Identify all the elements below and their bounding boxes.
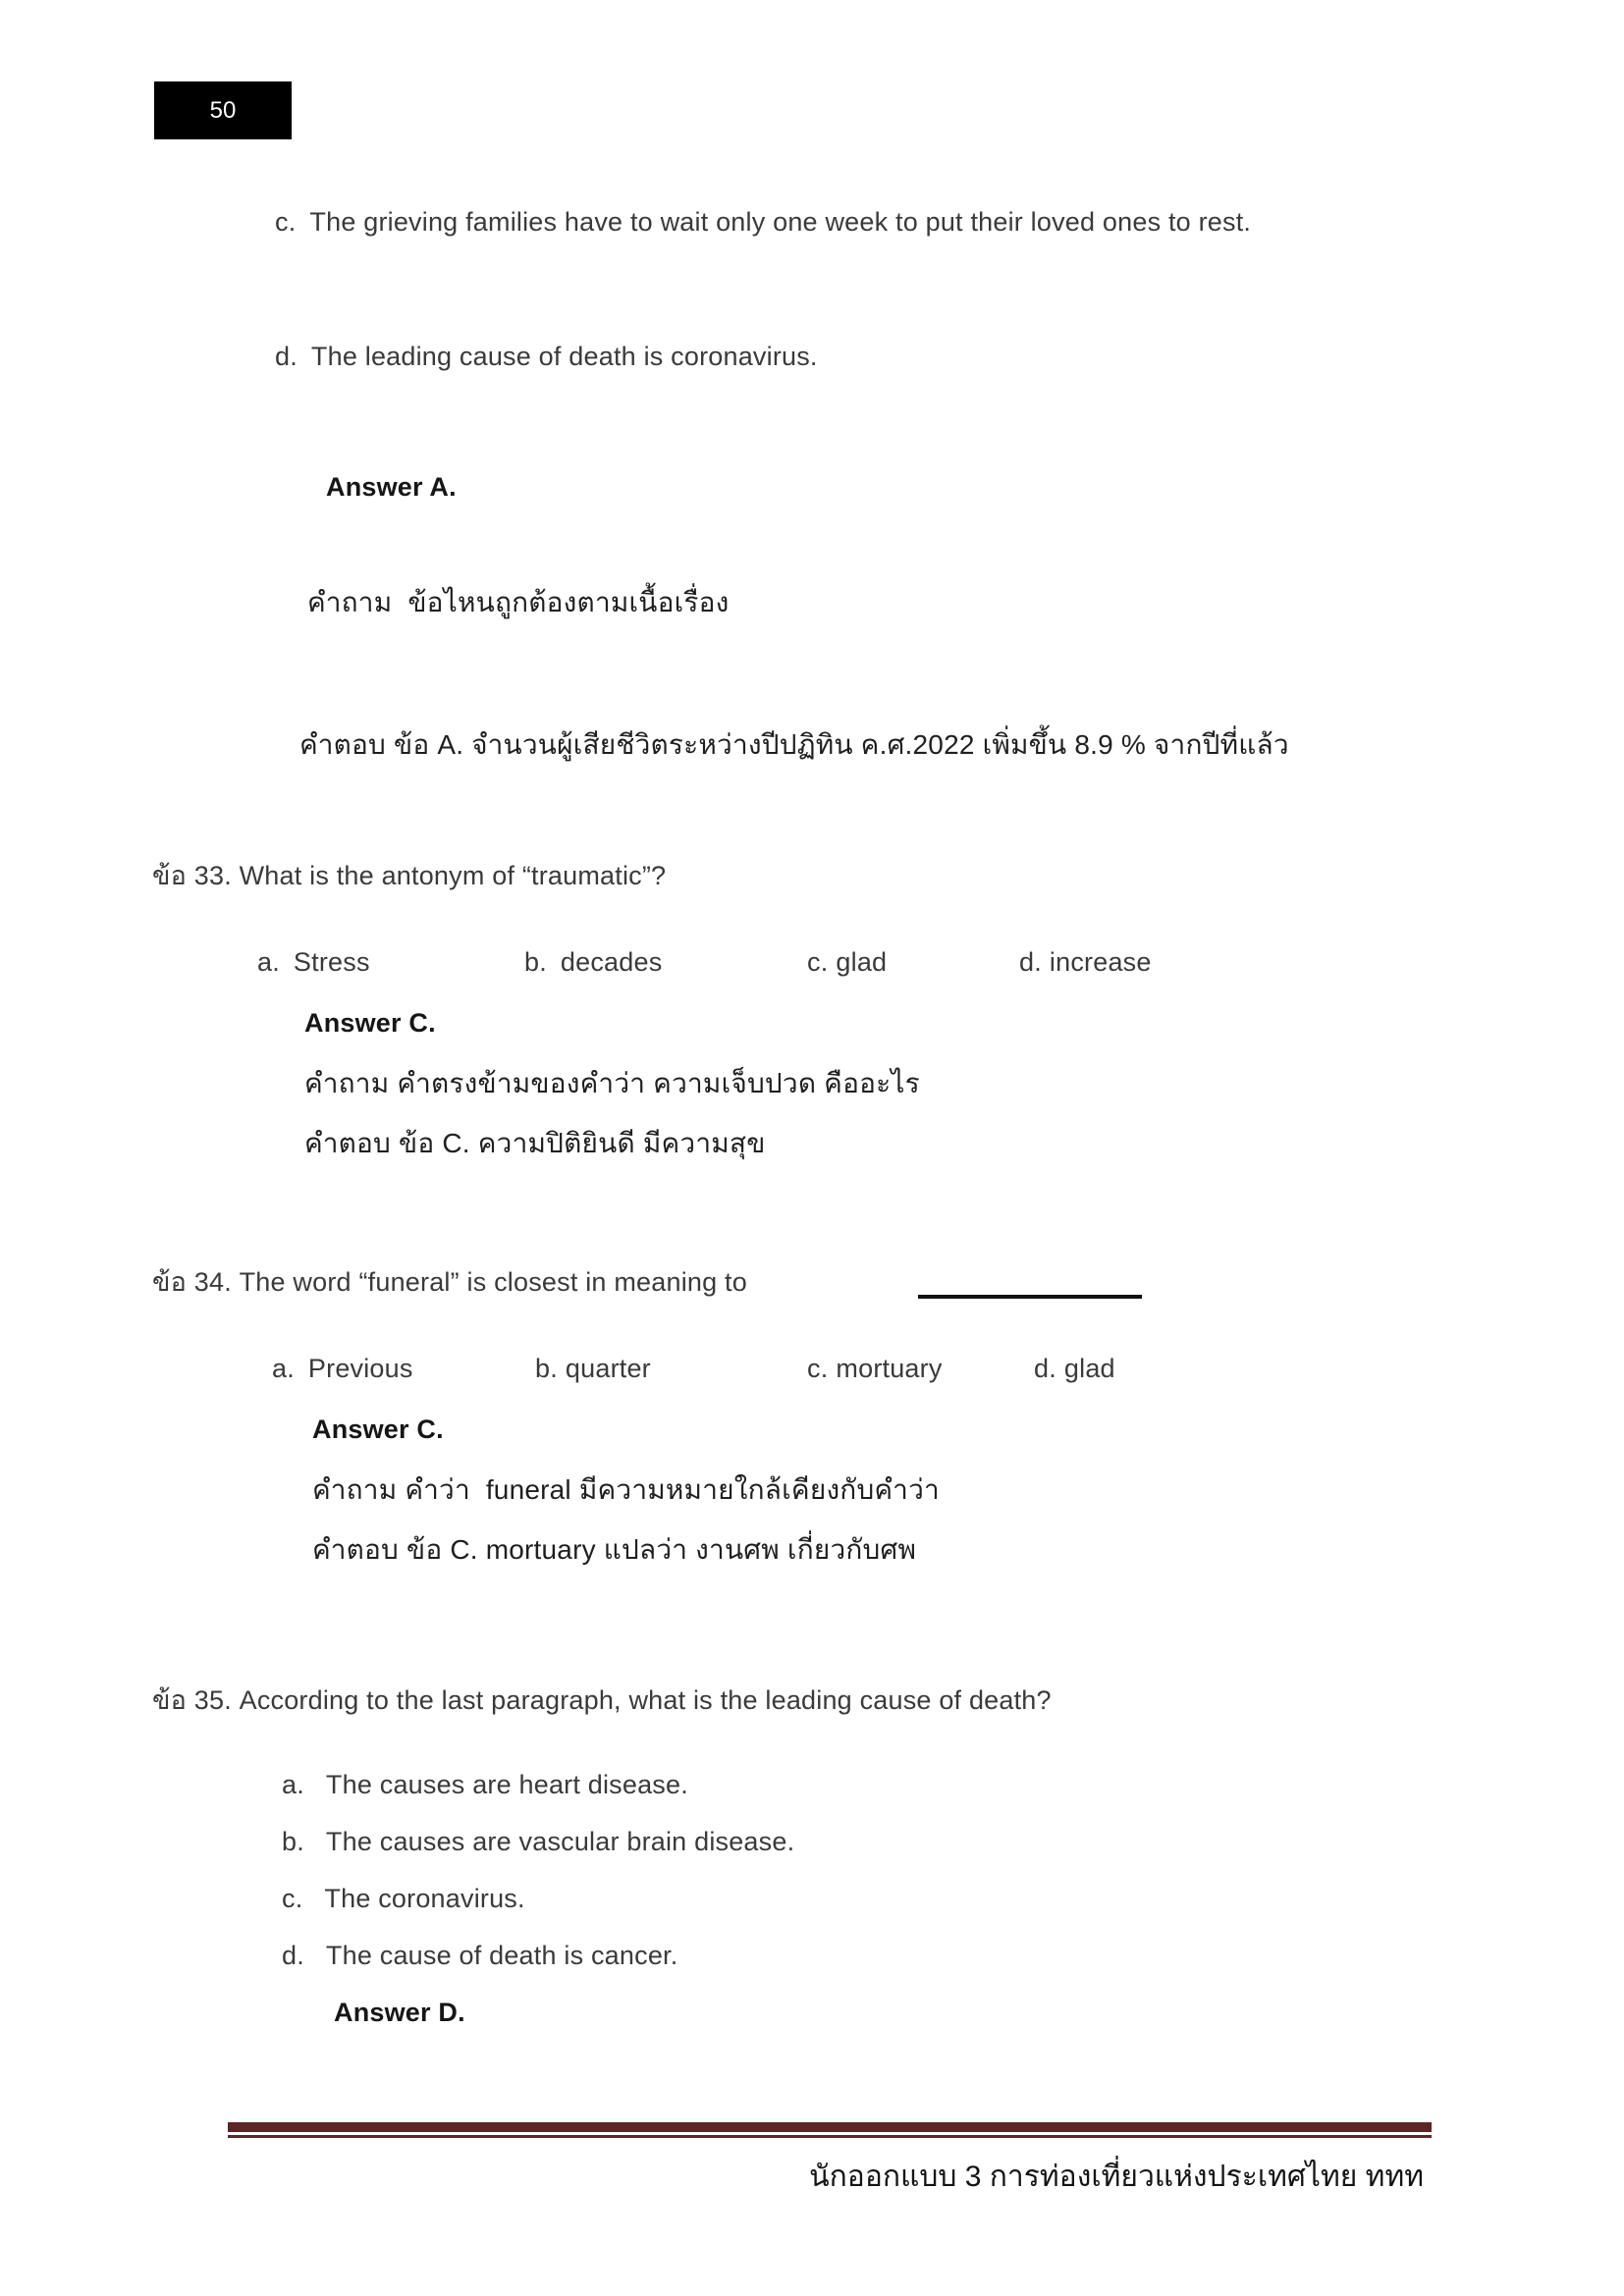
question-33-thai-question: คำถาม คำตรงข้ามของคำว่า ความเจ็บปวด คืออะไร bbox=[304, 1068, 920, 1098]
option-letter: c. bbox=[282, 1884, 303, 1913]
option-text: glad bbox=[1063, 1354, 1115, 1383]
option-text: Previous bbox=[307, 1354, 413, 1383]
question-33-heading: ข้อ 33. What is the antonym of “traumatic”? bbox=[152, 861, 667, 890]
option-letter: b. bbox=[282, 1827, 304, 1856]
footer-text: นักออกแบบ 3 การท่องเที่ยวแห่งประเทศไทย ททท bbox=[809, 2161, 1424, 2193]
option-a bbox=[257, 946, 370, 980]
option-letter: c. bbox=[807, 947, 829, 977]
option-letter: a. bbox=[282, 1770, 304, 1799]
option-letter: a. bbox=[272, 1354, 295, 1383]
option-text: The cause of death is cancer. bbox=[325, 1941, 678, 1970]
page-number-badge bbox=[154, 81, 292, 139]
option-d bbox=[1019, 946, 1152, 980]
question-34-thai-answer: คำตอบ ข้อ C. mortuary แปลว่า งานศพ เกี่ยวกับศพ bbox=[312, 1534, 917, 1565]
option-text: The causes are heart disease. bbox=[325, 1770, 688, 1799]
option-text: The causes are vascular brain disease. bbox=[325, 1827, 795, 1856]
question-35-answer-label: Answer D. bbox=[334, 1998, 465, 2027]
option-c bbox=[807, 946, 887, 980]
option-text: The coronavirus. bbox=[324, 1884, 525, 1913]
option-b bbox=[524, 946, 662, 980]
option-letter: b. bbox=[535, 1354, 558, 1383]
option-letter: d. bbox=[282, 1941, 304, 1970]
option-letter: b. bbox=[524, 947, 547, 977]
option-b bbox=[535, 1353, 651, 1386]
intro-thai-question: คำถาม ข้อไหนถูกต้องตามเนื้อเรื่อง bbox=[307, 587, 730, 617]
option-text: The leading cause of death is coronavirus. bbox=[310, 342, 818, 371]
option-text: mortuary bbox=[836, 1354, 943, 1383]
question-33-thai-answer: คำตอบ ข้อ C. ความปิติยินดี มีความสุข bbox=[304, 1128, 766, 1158]
question-33-answer-label: Answer C. bbox=[304, 1008, 436, 1038]
question-34-answer-label: Answer C. bbox=[312, 1415, 444, 1444]
page-number: 50 bbox=[209, 96, 237, 124]
option-a bbox=[282, 1769, 688, 1802]
option-text: increase bbox=[1049, 947, 1152, 977]
option-text: decades bbox=[560, 947, 663, 977]
option-c bbox=[807, 1353, 943, 1386]
option-letter: d. bbox=[1034, 1354, 1056, 1383]
question-34-thai-question: คำถาม คำว่า funeral มีความหมายใกล้เคียงกับคำว่า bbox=[312, 1474, 940, 1505]
question-34-heading: ข้อ 34. The word “funeral” is closest in meaning to bbox=[152, 1267, 747, 1297]
option-d bbox=[1034, 1353, 1115, 1386]
intro-option-d bbox=[275, 341, 818, 374]
intro-option-c bbox=[275, 206, 1251, 240]
fill-in-blank-line bbox=[918, 1295, 1142, 1299]
option-d bbox=[282, 1940, 677, 1973]
intro-answer-label: Answer A. bbox=[326, 472, 457, 502]
option-a bbox=[272, 1353, 413, 1386]
option-text: glad bbox=[836, 947, 888, 977]
footer-rule-thin bbox=[228, 2135, 1432, 2138]
option-c bbox=[282, 1883, 525, 1916]
intro-thai-answer: คำตอบ ข้อ A. จำนวนผู้เสียชีวิตระหว่างปีปฏิทิน ค.ศ.2022 เพิ่มขึ้น 8.9 % จากปีที่แล้ว bbox=[299, 729, 1289, 760]
option-letter: d. bbox=[1019, 947, 1042, 977]
option-letter: d. bbox=[275, 342, 298, 371]
option-letter: c. bbox=[275, 207, 297, 237]
option-b bbox=[282, 1826, 794, 1859]
footer-rule-thick bbox=[228, 2122, 1432, 2132]
option-text: Stress bbox=[293, 947, 370, 977]
option-text: quarter bbox=[565, 1354, 651, 1383]
question-35-heading: ข้อ 35. According to the last paragraph, what is the leading cause of death? bbox=[152, 1685, 1052, 1715]
option-letter: a. bbox=[257, 947, 280, 977]
option-text: The grieving families have to wait only one week to put their loved ones to rest. bbox=[309, 207, 1252, 237]
option-letter: c. bbox=[807, 1354, 829, 1383]
